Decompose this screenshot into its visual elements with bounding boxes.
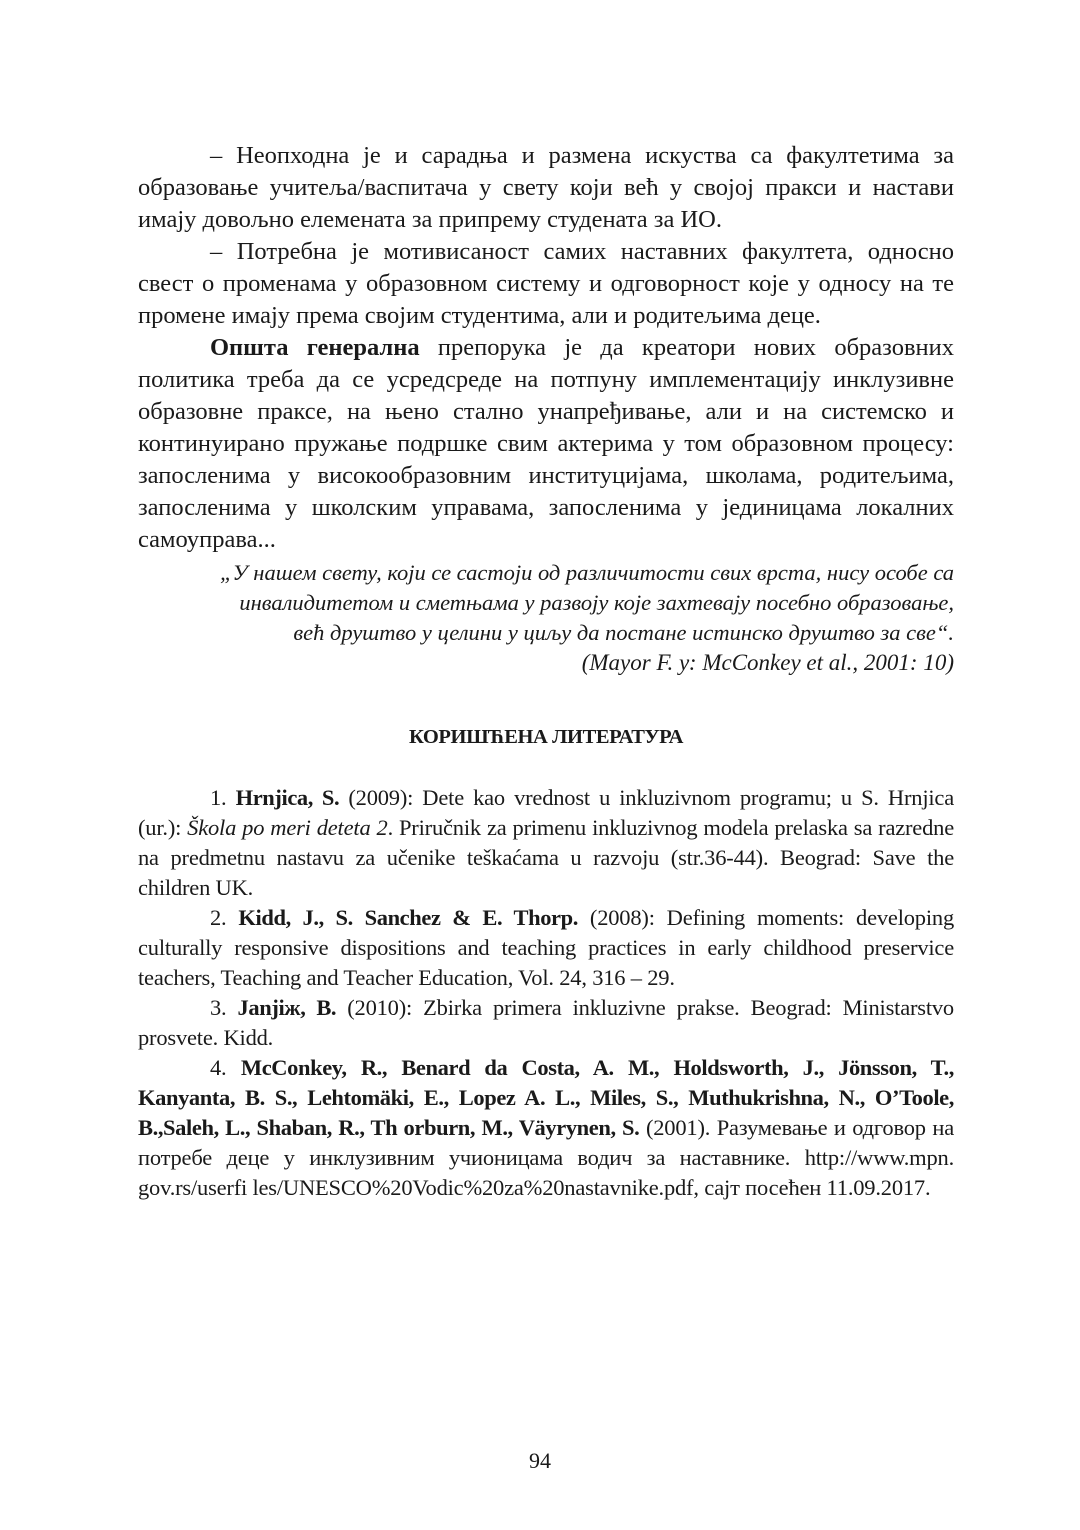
reference-list [138,783,954,1203]
page-content [138,140,954,1203]
reference-number: 4. [210,1055,241,1080]
reference-number: 3. [210,995,238,1020]
reference-item-2 [138,903,954,993]
page-number: 94 [529,1448,551,1473]
reference-text: (2008): Defining moments: developing culturally responsive dispositions and teaching practices in early childhood preservice teachers, Teaching and Teacher Education, Vol. 24, 316 – 29. [138,905,955,990]
reference-item-1 [138,783,954,903]
reference-authors: Hrnjica, S. [235,785,340,810]
quote-line-1: „У нашем свету, који се састоји од различитости свих врста, нису особе са [220,560,954,585]
recommendation-bold-lead: Општа генерална [210,334,420,361]
reference-item-4 [138,1053,954,1203]
reference-authors: McConkey, R., Benard da Costa, A. M., Holdsworth, J., Jönsson, T., Kanyanta, B. S., Lehtomäki, E., Lopez A. L., Miles, S., Muthukrishna, N., O’Toole, B.,Saleh, L., Shaban, R., Th orburn, M., Väyrynen, S. [138,1055,954,1140]
epigraph-quote [138,558,954,678]
reference-authors: Kidd, J., S. Sanchez & E. Thorp. [238,905,578,930]
quote-line-3: већ друштво у целини у циљу да постане истинско друштво за све“. [293,620,954,645]
reference-number: 2. [210,905,239,930]
reference-authors: Janjiж, B. [237,995,337,1020]
references-heading: КОРИШЋЕНА ЛИТЕРАТУРА [408,726,684,748]
reference-number: 1. [210,785,236,810]
paragraph-cooperation: – Неопходна је и сарадња и размена искуства са факултетима за образовање учитеља/васпитача у свету који већ у својој пракси и настави имају довољно елемената за припрему студената за ИО. [138,142,954,233]
reference-item-3 [138,993,954,1053]
reference-text: (2010): Zbirka primera inkluzivne prakse. Beograd: Ministarstvo prosvete. Kidd. [138,995,954,1050]
quote-line-2: инвалидитетом и сметњама у развоју које захтевају посебно образовање, [239,590,954,615]
reference-text: . Priručnik za primenu inkluzivnog modela prelaska sa razredne na predmetnu nastavu za učenike teškaćama u razvoju (str.36-44). Beograd: Save the children UK. [138,815,954,900]
paragraph-recommendation [138,332,954,556]
reference-text: (2001). Разумевање и одговор на потребе деце у инклузивним учионицама водич за наставнике. http://www.mpn. gov.rs/userfi les/UNESCO%20Vodic%20za%20nastavnike.pdf, сајт посећен 11.09.2017. [138,1115,954,1200]
reference-title-italic: Škola po meri deteta 2 [187,815,388,840]
reference-text: (2009): Dete kao vrednost u inkluzivnom programu; u S. Hrnjica (ur.): [138,785,954,840]
recommendation-text: препорука је да креатори нових образовних политика треба да се усредсреде на потпуну имплементацију инклузивне образовне праксе, на њено стално унапређивање, али и на системско и континуирано пружање подршке свим актерима у том образовном процесу: запосленима у високообразовним институцијама, школама, родитељима, запосленима у школским управама, запосленима у јединицама локалних самоуправа... [138,334,954,553]
paragraph-motivation: – Потребна је мотивисаност самих наставних факултета, односно свест о променама у образовном систему и одговорност које у односу на те промене имају према својим студентима, али и родитељима деце. [138,238,954,329]
quote-source: (Mayor F. у: McConkey et al., 2001: 10) [581,650,954,675]
